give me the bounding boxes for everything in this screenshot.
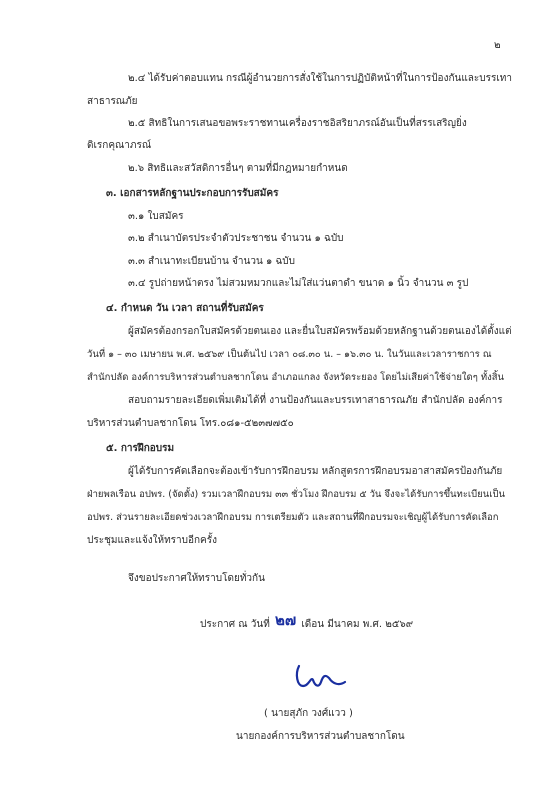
item-3-1: ๓.๑ ใบสมัคร [128, 211, 184, 222]
section-5-line-2: ฝ่ายพลเรือน อปพร. (จัดตั้ง) รวมเวลาฝึกอบรม ๓๓ ชั่วโมง ฝึกอบรม ๕ วัน จึงจะได้รับการขึ้นทะเบียนเป็น [87, 489, 506, 500]
item-2-5-line-2: ดิเรกคุณาภรณ์ [87, 140, 152, 151]
item-2-6: ๒.๖ สิทธิและสวัสดิการอื่นๆ ตามที่มีกฎหมายกำหนด [128, 163, 348, 174]
announcement-date [200, 611, 414, 631]
page-number: ๒ [494, 40, 501, 51]
section-3-heading: ๓. เอกสารหลักฐานประกอบการรับสมัคร [106, 188, 279, 199]
item-3-2: ๓.๒ สำเนาบัตรประจำตัวประชาชน จำนวน ๑ ฉบับ [128, 233, 344, 244]
signer-title: นายกองค์การบริหารส่วนตำบลชากโดน [236, 731, 405, 742]
section-4-para-2-line-2: บริหารส่วนตำบลชากโดน โทร.๐๘๑-๕๒๓๗๗๕๐ [87, 418, 294, 429]
section-4-heading: ๔. กำหนด วัน เวลา สถานที่รับสมัคร [106, 303, 264, 314]
announce-day-handwritten: ๒๗ [274, 611, 297, 629]
section-5-line-4: ประชุมและแจ้งให้ทราบอีกครั้ง [87, 535, 218, 546]
announce-prefix: ประกาศ ณ วันที่ [200, 619, 270, 630]
section-4-para-2-line-1: สอบถามรายละเอียดเพิ่มเติมได้ที่ งานป้องกันและบรรเทาสาธารณภัย สำนักปลัด องค์การ [128, 395, 503, 406]
section-4-para-1-line-1: ผู้สมัครต้องกรอกใบสมัครด้วยตนเอง และยื่นใบสมัครพร้อมด้วยหลักฐานด้วยตนเองได้ตั้งแต่ [128, 326, 512, 337]
item-2-5-line-1: ๒.๕ สิทธิในการเสนอขอพระราชทานเครื่องราชอิสริยาภรณ์อันเป็นที่สรรเสริญยิ่ง [128, 118, 467, 129]
section-4-para-1-line-3: สำนักปลัด องค์การบริหารส่วนตำบลชากโดน อำเภอแกลง จังหวัดระยอง โดยไม่เสียค่าใช้จ่ายใดๆ ทั้งสิ้น [87, 372, 505, 383]
item-3-4: ๓.๔ รูปถ่ายหน้าตรง ไม่สวมหมวกและไม่ใส่แว่นตาดำ ขนาด ๑ นิ้ว จำนวน ๓ รูป [128, 278, 469, 289]
signature [293, 660, 353, 694]
item-2-4-line-1: ๒.๔ ได้รับค่าตอบแทน กรณีผู้อำนวยการสั่งใช้ในการปฏิบัติหน้าที่ในการป้องกันและบรรเทา [128, 73, 512, 84]
section-5-line-1: ผู้ได้รับการคัดเลือกจะต้องเข้ารับการฝึกอบรม หลักสูตรการฝึกอบรมอาสาสมัครป้องกันภัย [128, 466, 503, 477]
item-2-4-line-2: สาธารณภัย [87, 96, 138, 107]
section-4-para-1-line-2: วันที่ ๑ – ๓๐ เมษายน พ.ศ. ๒๕๖๙ เป็นต้นไป เวลา ๐๘.๓๐ น. – ๑๖.๓๐ น. ในวันและเวลาราชการ ณ [87, 349, 492, 360]
signer-name: ( นายสุภัก วงศ์แวว ) [264, 708, 353, 719]
section-5-line-3: อปพร. ส่วนรายละเอียดช่วงเวลาฝึกอบรม การเตรียมตัว และสถานที่ฝึกอบรมจะเชิญผู้ได้รับการคัดเลือก [87, 512, 499, 523]
announce-suffix: เดือน มีนาคม พ.ศ. ๒๕๖๙ [301, 619, 414, 630]
item-3-3: ๓.๓ สำเนาทะเบียนบ้าน จำนวน ๑ ฉบับ [128, 256, 295, 267]
section-5-heading: ๕. การฝึกอบรม [106, 443, 175, 454]
closing-statement: จึงขอประกาศให้ทราบโดยทั่วกัน [128, 573, 265, 584]
